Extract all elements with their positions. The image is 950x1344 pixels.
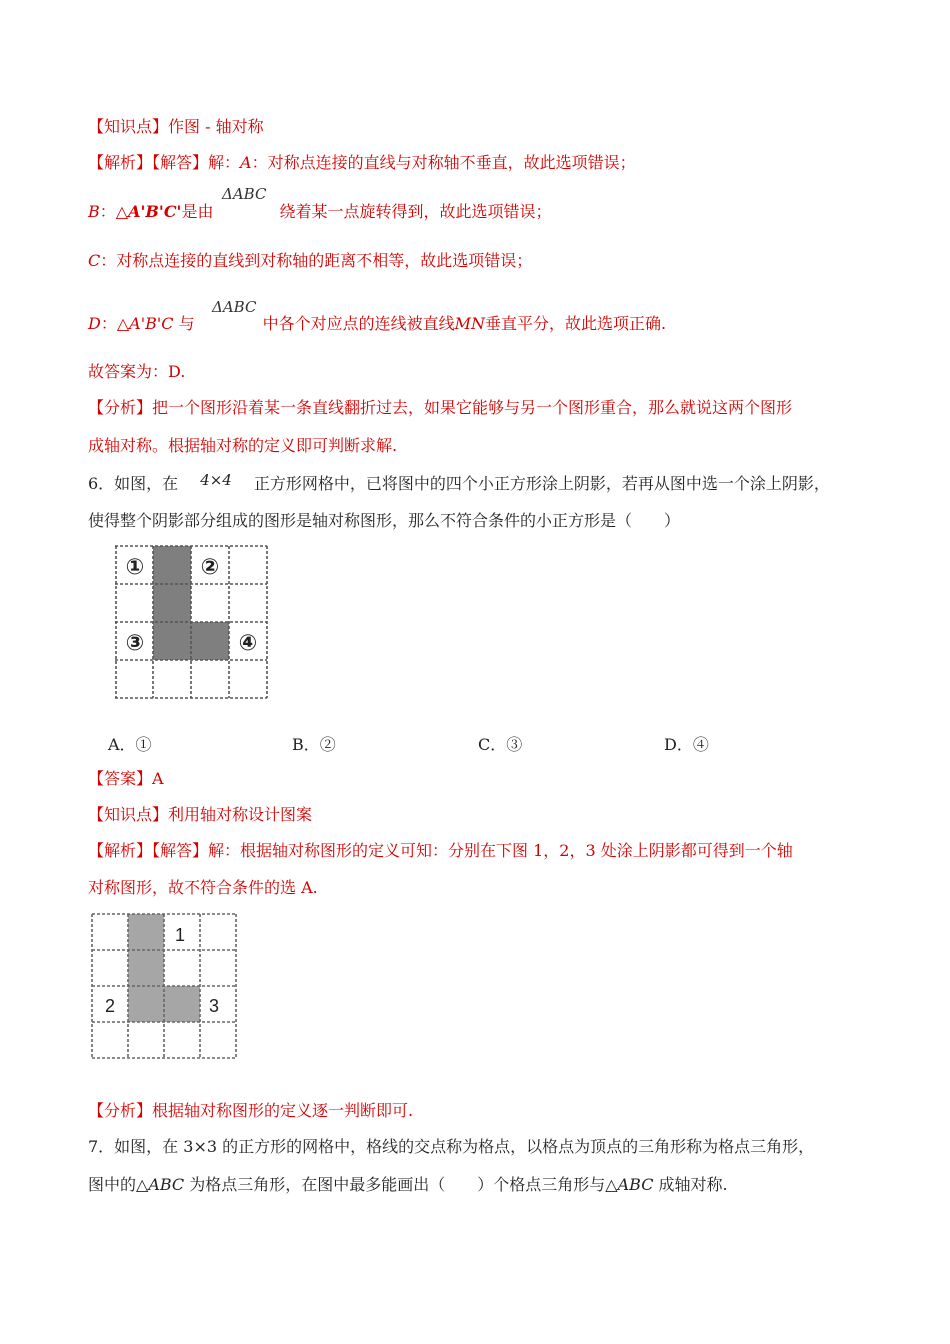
- formula-abc-d: ΔABC: [212, 298, 257, 316]
- option-a-text: ：对称点连接的直线与对称轴不垂直，故此选项错误；: [251, 153, 636, 172]
- shaded-cell: [164, 986, 200, 1022]
- analysis-line-c: [88, 251, 532, 271]
- shaded-cell: [153, 584, 191, 622]
- option-d-text2: 与: [173, 314, 195, 333]
- question-6-line1: [88, 471, 830, 494]
- analysis-head: 【解析】【解答】解：: [88, 153, 241, 172]
- question-7-text-a: 图中的△: [88, 1175, 149, 1194]
- answer-6: 【答案】A: [88, 769, 164, 788]
- triangle-abc: ABC: [617, 1175, 654, 1194]
- analysis-6-line2: 对称图形，故不符合条件的选 A.: [88, 878, 318, 897]
- shaded-cell: [153, 622, 191, 660]
- grid2-label-2: 2: [104, 996, 116, 1016]
- question-7-line1: 7．如图，在 3×3 的正方形的网格中，格线的交点称为格点，以格点为顶点的三角形称为格点三角形，: [88, 1137, 815, 1156]
- shaded-cell: [153, 546, 191, 584]
- answer-5: 故答案为：D.: [88, 362, 186, 381]
- option-c-label: C: [88, 251, 101, 270]
- analysis-line-a: [88, 153, 636, 173]
- option-b-text1: ：△: [99, 202, 129, 221]
- option-b-text3: 绕着某一点旋转得到，故此选项错误；: [279, 202, 552, 221]
- option-d-text4: 垂直平分，故此选项正确.: [485, 314, 667, 333]
- grid-label-4: ④: [238, 631, 258, 656]
- grid2-label-1: 1: [174, 925, 186, 945]
- option-a[interactable]: A．①: [108, 735, 152, 754]
- fenxi-6: 【分析】根据轴对称图形的定义逐一判断即可.: [88, 1101, 414, 1120]
- question-6-text1: 正方形网格中，已将图中的四个小正方形涂上阴影，若再从图中选一个涂上阴影，: [253, 474, 830, 493]
- grid-figure-2: [90, 912, 238, 1064]
- option-c[interactable]: C．③: [478, 735, 523, 754]
- option-a-label: A: [240, 153, 252, 172]
- option-c-text: ：对称点连接的直线到对称轴的距离不相等，故此选项错误；: [100, 251, 533, 270]
- analysis-line-d: [88, 314, 666, 334]
- shaded-cell: [128, 914, 164, 950]
- grid-label-1: ①: [125, 555, 145, 580]
- shaded-cell: [128, 950, 164, 986]
- formula-4x4: 4×4: [200, 471, 232, 489]
- fenxi-5-line1: 【分析】把一个图形沿着某一条直线翻折过去，如果它能够与另一个图形重合，那么就说这两个图形: [88, 398, 793, 417]
- triangle-abc: ABC: [148, 1175, 185, 1194]
- knowledge-point-6: 【知识点】利用轴对称设计图案: [88, 805, 313, 824]
- option-d-text3: 中各个对应点的连线被直线: [262, 314, 455, 333]
- option-d-label: D: [88, 314, 101, 333]
- question-7-text-c: 成轴对称.: [653, 1175, 728, 1194]
- option-b[interactable]: B．②: [292, 735, 336, 754]
- question-6-line2: 使得整个阴影部分组成的图形是轴对称图形，那么不符合条件的小正方形是（ ）: [88, 511, 681, 530]
- grid-lines: [92, 914, 236, 1058]
- triangle-a1b1c1: A'B'C': [128, 202, 182, 221]
- question-6-number: 6．如图，在: [88, 474, 179, 493]
- grid-label-2: ②: [200, 555, 220, 580]
- option-b-label: B: [88, 202, 100, 221]
- formula-abc-b: ΔABC: [222, 185, 267, 203]
- option-b-text2: 是由: [181, 202, 214, 221]
- analysis-line-b: [88, 202, 551, 222]
- question-7-line2: [88, 1175, 728, 1195]
- grid-label-3: ③: [125, 631, 145, 656]
- grid-figure-1: [115, 544, 271, 704]
- line-mn: MN: [454, 314, 485, 333]
- shaded-cell: [128, 986, 164, 1022]
- triangle-a1b1c: A'B'C: [129, 314, 174, 333]
- analysis-6-line1: 【解析】【解答】解：根据轴对称图形的定义可知：分别在下图 1，2，3 处涂上阴影都可得到一个轴: [88, 841, 793, 860]
- grid2-label-3: 3: [208, 996, 220, 1016]
- option-d[interactable]: D．④: [664, 735, 709, 754]
- option-d-text1: ：△: [100, 314, 130, 333]
- fenxi-5-line2: 成轴对称。根据轴对称的定义即可判断求解.: [88, 436, 398, 455]
- knowledge-point-5: 【知识点】作图 - 轴对称: [88, 117, 264, 136]
- question-7-text-b: 为格点三角形，在图中最多能画出（ ）个格点三角形与△: [184, 1175, 618, 1194]
- shaded-cell: [191, 622, 229, 660]
